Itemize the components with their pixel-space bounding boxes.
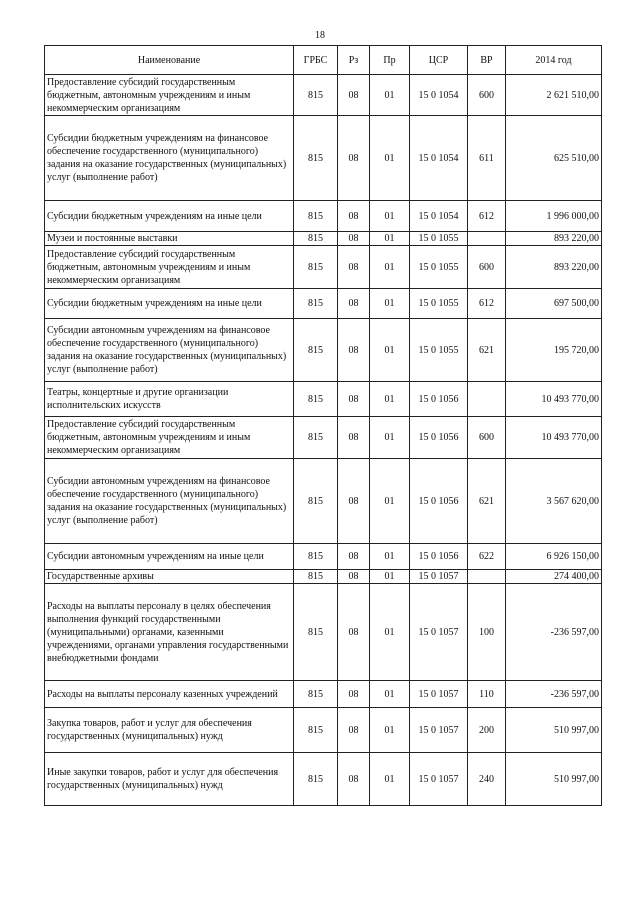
cell-rz: 08 (338, 584, 370, 681)
cell-grbs: 815 (294, 584, 338, 681)
cell-grbs: 815 (294, 681, 338, 708)
cell-pr: 01 (370, 75, 410, 116)
cell-vr: 612 (468, 201, 506, 232)
cell-vr: 600 (468, 417, 506, 459)
table-row (45, 201, 602, 232)
header-rz: Рз (338, 46, 370, 75)
cell-rz: 08 (338, 201, 370, 232)
cell-rz: 08 (338, 753, 370, 806)
cell-name: Субсидии бюджетным учреждениям на иные цели (45, 289, 294, 319)
table-row (45, 584, 602, 681)
cell-grbs: 815 (294, 201, 338, 232)
cell-name: Предоставление субсидий государственным бюджетным, автономным учреждениям и иным некоммерческим организациям (45, 246, 294, 289)
cell-amount: 697 500,00 (506, 289, 602, 319)
table-header-row (45, 46, 602, 75)
cell-amount: -236 597,00 (506, 584, 602, 681)
cell-vr: 621 (468, 459, 506, 544)
table-row (45, 544, 602, 570)
cell-vr: 621 (468, 319, 506, 382)
cell-csr: 15 0 1057 (410, 708, 468, 753)
cell-vr: 200 (468, 708, 506, 753)
cell-pr: 01 (370, 681, 410, 708)
cell-rz: 08 (338, 246, 370, 289)
header-name: Наименование (45, 46, 294, 75)
header-csr: ЦСР (410, 46, 468, 75)
table-row (45, 116, 602, 201)
cell-pr: 01 (370, 382, 410, 417)
table-row (45, 246, 602, 289)
cell-name: Музеи и постоянные выставки (45, 232, 294, 246)
table-row (45, 570, 602, 584)
cell-csr: 15 0 1057 (410, 584, 468, 681)
cell-rz: 08 (338, 708, 370, 753)
cell-name: Субсидии автономным учреждениям на финансовое обеспечение государственного (муниципального) задания на оказание государственных (муниципальных) услуг (выполнение работ) (45, 459, 294, 544)
cell-name: Расходы на выплаты персоналу в целях обеспечения выполнения функций государственными (муниципальными) органами, казенными учреждениями, органами управления государственными внебюджетными фондами (45, 584, 294, 681)
table-row (45, 319, 602, 382)
cell-name: Закупка товаров, работ и услуг для обеспечения государственных (муниципальных) нужд (45, 708, 294, 753)
cell-name: Расходы на выплаты персоналу казенных учреждений (45, 681, 294, 708)
cell-pr: 01 (370, 459, 410, 544)
cell-amount: 1 996 000,00 (506, 201, 602, 232)
table-row (45, 75, 602, 116)
cell-grbs: 815 (294, 753, 338, 806)
cell-pr: 01 (370, 201, 410, 232)
cell-amount: 510 997,00 (506, 708, 602, 753)
cell-grbs: 815 (294, 246, 338, 289)
cell-name: Субсидии автономным учреждениям на иные цели (45, 544, 294, 570)
cell-vr (468, 232, 506, 246)
cell-name: Субсидии бюджетным учреждениям на финансовое обеспечение государственного (муниципального) задания на оказание государственных (муниципальных) услуг (выполнение работ) (45, 116, 294, 201)
table-row (45, 753, 602, 806)
cell-csr: 15 0 1055 (410, 246, 468, 289)
cell-pr: 01 (370, 570, 410, 584)
cell-name: Иные закупки товаров, работ и услуг для обеспечения государственных (муниципальных) нужд (45, 753, 294, 806)
cell-csr: 15 0 1054 (410, 116, 468, 201)
table-row (45, 289, 602, 319)
cell-rz: 08 (338, 232, 370, 246)
cell-rz: 08 (338, 382, 370, 417)
cell-pr: 01 (370, 289, 410, 319)
cell-amount: 893 220,00 (506, 246, 602, 289)
cell-pr: 01 (370, 753, 410, 806)
cell-csr: 15 0 1055 (410, 232, 468, 246)
cell-pr: 01 (370, 232, 410, 246)
cell-csr: 15 0 1056 (410, 382, 468, 417)
page-number: 18 (315, 30, 325, 41)
cell-grbs: 815 (294, 459, 338, 544)
cell-amount: 625 510,00 (506, 116, 602, 201)
cell-pr: 01 (370, 708, 410, 753)
cell-pr: 01 (370, 544, 410, 570)
budget-table (44, 45, 602, 806)
cell-grbs: 815 (294, 116, 338, 201)
cell-csr: 15 0 1056 (410, 459, 468, 544)
cell-pr: 01 (370, 246, 410, 289)
cell-grbs: 815 (294, 417, 338, 459)
header-vr: ВР (468, 46, 506, 75)
cell-name: Государственные архивы (45, 570, 294, 584)
cell-amount: 195 720,00 (506, 319, 602, 382)
cell-vr (468, 382, 506, 417)
cell-vr: 612 (468, 289, 506, 319)
cell-csr: 15 0 1056 (410, 544, 468, 570)
cell-amount: 3 567 620,00 (506, 459, 602, 544)
table-row (45, 382, 602, 417)
cell-csr: 15 0 1057 (410, 753, 468, 806)
cell-amount: 2 621 510,00 (506, 75, 602, 116)
cell-rz: 08 (338, 459, 370, 544)
cell-amount: 510 997,00 (506, 753, 602, 806)
cell-csr: 15 0 1057 (410, 570, 468, 584)
cell-name: Субсидии бюджетным учреждениям на иные цели (45, 201, 294, 232)
table-row (45, 708, 602, 753)
cell-name: Предоставление субсидий государственным бюджетным, автономным учреждениям и иным некоммерческим организациям (45, 75, 294, 116)
cell-csr: 15 0 1054 (410, 75, 468, 116)
cell-name: Театры, концертные и другие организации исполнительских искусств (45, 382, 294, 417)
cell-rz: 08 (338, 417, 370, 459)
cell-csr: 15 0 1055 (410, 289, 468, 319)
cell-rz: 08 (338, 681, 370, 708)
cell-vr: 600 (468, 246, 506, 289)
cell-pr: 01 (370, 116, 410, 201)
cell-amount: 893 220,00 (506, 232, 602, 246)
cell-vr: 240 (468, 753, 506, 806)
cell-csr: 15 0 1055 (410, 319, 468, 382)
cell-vr: 622 (468, 544, 506, 570)
table-row (45, 681, 602, 708)
cell-grbs: 815 (294, 232, 338, 246)
header-amount: 2014 год (506, 46, 602, 75)
cell-csr: 15 0 1056 (410, 417, 468, 459)
cell-rz: 08 (338, 319, 370, 382)
cell-rz: 08 (338, 116, 370, 201)
cell-grbs: 815 (294, 289, 338, 319)
cell-grbs: 815 (294, 570, 338, 584)
cell-vr: 100 (468, 584, 506, 681)
cell-pr: 01 (370, 584, 410, 681)
cell-grbs: 815 (294, 75, 338, 116)
cell-rz: 08 (338, 570, 370, 584)
table-row (45, 417, 602, 459)
cell-amount: 6 926 150,00 (506, 544, 602, 570)
cell-grbs: 815 (294, 544, 338, 570)
cell-rz: 08 (338, 544, 370, 570)
cell-amount: 10 493 770,00 (506, 417, 602, 459)
cell-csr: 15 0 1057 (410, 681, 468, 708)
cell-amount: 274 400,00 (506, 570, 602, 584)
cell-csr: 15 0 1054 (410, 201, 468, 232)
cell-pr: 01 (370, 417, 410, 459)
header-grbs: ГРБС (294, 46, 338, 75)
cell-pr: 01 (370, 319, 410, 382)
cell-rz: 08 (338, 75, 370, 116)
cell-vr: 110 (468, 681, 506, 708)
cell-name: Субсидии автономным учреждениям на финансовое обеспечение государственного (муниципального) задания на оказание государственных (муниципальных) услуг (выполнение работ) (45, 319, 294, 382)
table-row (45, 232, 602, 246)
header-pr: Пр (370, 46, 410, 75)
cell-rz: 08 (338, 289, 370, 319)
cell-grbs: 815 (294, 382, 338, 417)
cell-vr: 611 (468, 116, 506, 201)
cell-vr (468, 570, 506, 584)
cell-vr: 600 (468, 75, 506, 116)
cell-grbs: 815 (294, 319, 338, 382)
cell-grbs: 815 (294, 708, 338, 753)
cell-amount: 10 493 770,00 (506, 382, 602, 417)
table-row (45, 459, 602, 544)
cell-name: Предоставление субсидий государственным бюджетным, автономным учреждениям и иным некоммерческим организациям (45, 417, 294, 459)
cell-amount: -236 597,00 (506, 681, 602, 708)
